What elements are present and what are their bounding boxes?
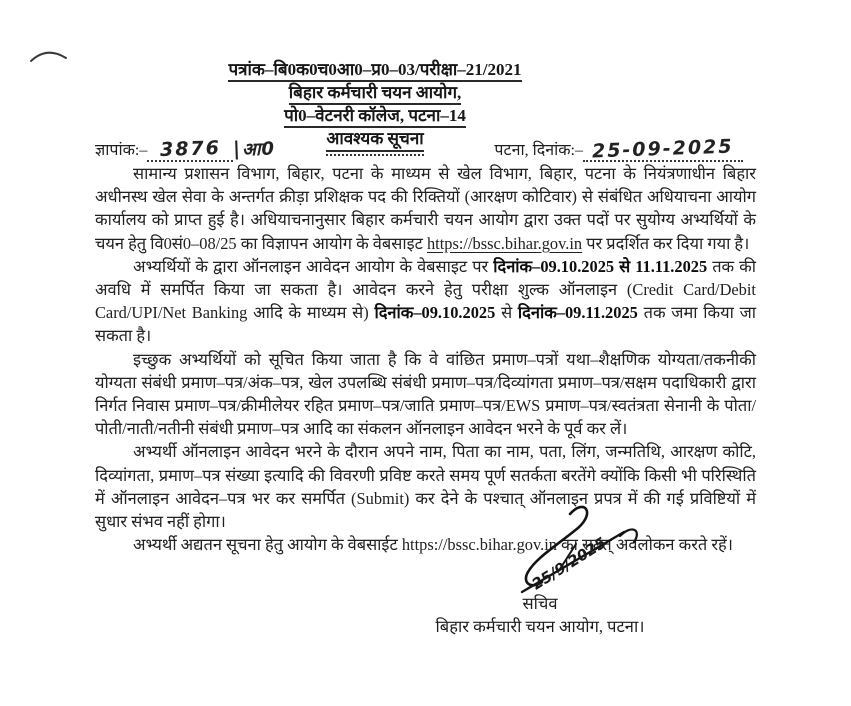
text-run: तक जमा किया जा सकता है। — [95, 303, 756, 346]
signature-date-text: 25/9/2025 — [528, 533, 610, 594]
place-date-label: पटना, दिनांक:– — [494, 142, 583, 159]
memo-number-line — [95, 137, 275, 162]
text-run: इच्छुक अभ्यर्थियों को सूचित किया जाता है कि वे वांछित प्रमाण–पत्रों यथा–शैक्षणिक योग्यता/तकनीकी योग्यता संबंधी प्रमाण–पत्र/अंक–पत्र, खेल उपलब्धि संबंधी प्रमाण–पत्र/दिव्यांगता प्रमाण–पत्र/सक्षम पदाधिकारी द्वारा निर्गत निवास प्रमाण–पत्र/क्रीमीलेयर रहित प्रमाण–पत्र/जाति प्रमाण–पत्र/EWS प्रमाण–पत्र/स्वतंत्रता सेनानी के पोता/पोती/नाती/नतीनी संबंधी प्रमाण–पत्र आदि का संकलन ऑनलाइन आवेदन भरने के पूर्व कर लें। — [95, 349, 756, 439]
letter-number-line — [95, 60, 655, 79]
text-run: सामान्य प्रशासन विभाग, बिहार, पटना के माध्यम से खेल विभाग, बिहार, पटना के नियंत्रणाधीन बिहार अधीनस्थ खेल सेवा के अन्तर्गत क्रीड़ा प्रशिक्षक पद की रिक्तियों (आरक्षण कोटिवार) से संबंधित अधियाचना आयोग कार्यालय को प्राप्त हुई है। अधियाचनानुसार बिहार कर्मचारी चयन आयोग द्वारा उक्त पदों पर सुयोग्य अभ्यर्थियों के चयन हेतु वि0सं0–08/25 का विज्ञापन आयोग के वेबसाइट — [95, 164, 756, 253]
text-run: तक की अवधि में समर्पित किया जा सकता है। आवेदन करने हेतु परीक्षा शुल्क ऑनलाइन (Credit Card/Debit Card/UPI/Net Banking आदि के माध्यम से) — [95, 256, 756, 323]
date-handwritten: 25-09-2025 — [591, 135, 735, 163]
memo-suffix-handwritten: आ0 — [241, 138, 276, 161]
signatory-org: बिहार कर्मचारी चयन आयोग, पटना। — [435, 617, 645, 636]
text-run: अभ्यर्थी ऑनलाइन आवेदन भरने के दौरान अपने नाम, पिता का नाम, पता, लिंग, जन्मतिथि, आरक्षण कोटि, दिव्यांगता, प्रमाण–पत्र संख्या इत्यादि की विवरणी प्रविष्ट करते समय पूर्ण सतर्कता बरतेंगे क्योंकि किसी भी परिस्थिति में ऑनलाइन आवेदन–पत्र भर कर समर्पित (Submit) कर देने के पश्चात् ऑनलाइन प्रपत्र में की गई प्रविष्टियों में सुधार संभव नहीं होगा। — [95, 442, 756, 532]
bold-date-text: दिनांक–09.11.2025 — [517, 303, 638, 323]
org-address: पो0–वेटनरी कॉलेज, पटना–14 — [284, 106, 466, 128]
scan-artifact-arc — [28, 44, 72, 66]
text-run: से — [495, 303, 518, 323]
letter-number: पत्रांक–बि0क0च0आ0–प्र0–03/परीक्षा–21/2021 — [228, 60, 521, 82]
text-run: पर प्रदर्शित कर दिया गया है। — [582, 233, 750, 253]
paragraph — [95, 162, 756, 255]
bold-date-text: दिनांक–09.10.2025 से 11.11.2025 — [493, 256, 708, 276]
memo-number-handwritten: 3876 — [159, 136, 222, 162]
paragraph — [95, 255, 756, 348]
memo-date-row — [95, 137, 755, 162]
paragraph — [95, 348, 756, 441]
website-url: https://bssc.bihar.gov.in — [426, 233, 583, 253]
text-run: अभ्यर्थी अद्यतन सूचना हेतु आयोग के वेबसाईट — [133, 535, 402, 555]
org-address-line — [95, 106, 655, 125]
signatory-title: सचिव — [522, 594, 558, 613]
memo-label: ज्ञापांक:– — [95, 142, 148, 159]
notice-title: आवश्यक सूचना — [326, 129, 423, 152]
bold-date-text: दिनांक–09.10.2025 — [374, 303, 496, 323]
org-name: बिहार कर्मचारी चयन आयोग, — [289, 83, 462, 105]
memo-separator: | — [232, 137, 243, 161]
org-name-line — [95, 83, 655, 102]
text-run: का सतत् अवलोकन करते रहें। — [556, 535, 733, 555]
text-run: अभ्यर्थियों के द्वारा ऑनलाइन आवेदन आयोग के वेबसाइट पर — [133, 256, 494, 276]
text-run: https://bssc.bihar.gov.in — [401, 535, 557, 555]
signature-block — [430, 592, 650, 638]
signature-scribble — [492, 498, 682, 600]
place-date-line — [494, 135, 743, 163]
